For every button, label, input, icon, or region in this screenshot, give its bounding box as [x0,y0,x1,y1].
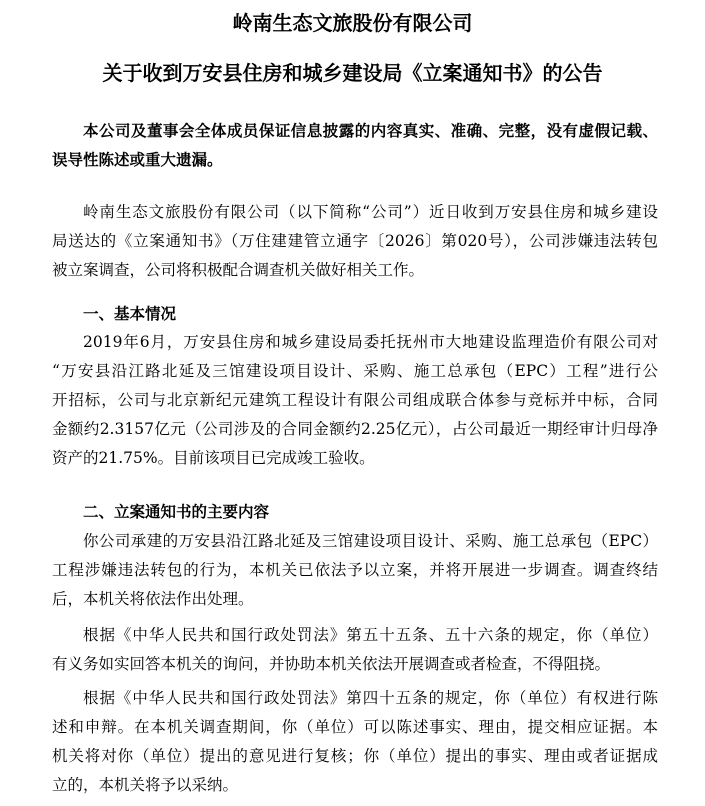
notice-content-line: 述和申辩。在本机关调查期间，你（单位）可以陈述事实、理由，提交相应证据。本 [52,718,658,736]
declaration-paragraph [52,116,658,174]
notice-content-line: 后，本机关将依法作出处理。 [52,590,254,608]
notice-content-line: 有义务如实回答本机关的询问，并协助本机关依法开展调查或者检查，不得阻挠。 [52,655,611,673]
basic-info-line: 2019年6月，万安县住房和城乡建设局委托抚州市大地建设监理造价有限公司对 [83,333,658,351]
intro-line: 岭南生态文旅股份有限公司（以下简称“公司”）近日收到万安县住房和城乡建设 [83,203,658,221]
notice-title: 关于收到万安县住房和城乡建设局《立案通知书》的公告 [102,61,603,85]
intro-line: 局送达的《立案通知书》（万住建建管立通字〔2026〕第020号），公司涉嫌违法转包 [52,232,658,250]
notice-content-paragraph-2 [52,621,658,679]
notice-content-paragraph-1 [52,527,658,614]
basic-info-paragraph [52,328,658,473]
notice-content-line: 机关将对你（单位）提出的意见进行复核；你（单位）提出的事实、理由或者证据成 [52,747,658,765]
section-heading-basic-info: 一、基本情况 [83,304,177,323]
section-heading-notice-content: 二、立案通知书的主要内容 [83,502,270,521]
declaration-line: 本公司及董事会全体成员保证信息披露的内容真实、准确、完整，没有虚假记载、 [83,121,658,140]
notice-content-line: 工程涉嫌违法转包的行为，本机关已依法予以立案，并将开展进一步调查。调查终结 [52,561,658,579]
declaration-line: 误导性陈述或重大遗漏。 [52,150,223,169]
intro-paragraph [52,198,658,285]
basic-info-line: 资产的21.75%。目前该项目已完成竣工验收。 [52,449,375,467]
basic-info-line: 金额约2.3157亿元（公司涉及的合同金额约2.25亿元），占公司最近一期经审计归母净 [52,420,658,438]
notice-content-line: 立的，本机关将予以采纳。 [52,776,239,794]
notice-content-line: 根据《中华人民共和国行政处罚法》第四十五条的规定，你（单位）有权进行陈 [83,689,658,707]
notice-content-line: 你公司承建的万安县沿江路北延及三馆建设项目设计、采购、施工总承包（EPC） [83,532,658,550]
company-title: 岭南生态文旅股份有限公司 [232,11,473,35]
intro-line: 被立案调查，公司将积极配合调查机关做好相关工作。 [52,261,425,279]
notice-content-paragraph-3 [52,684,658,800]
basic-info-line: “万安县沿江路北延及三馆建设项目设计、采购、施工总承包（EPC）工程”进行公 [52,362,658,380]
notice-content-line: 根据《中华人民共和国行政处罚法》第五十五条、五十六条的规定，你（单位） [83,626,658,644]
basic-info-line: 开招标，公司与北京新纪元建筑工程设计有限公司组成联合体参与竞标并中标，合同 [52,391,658,409]
